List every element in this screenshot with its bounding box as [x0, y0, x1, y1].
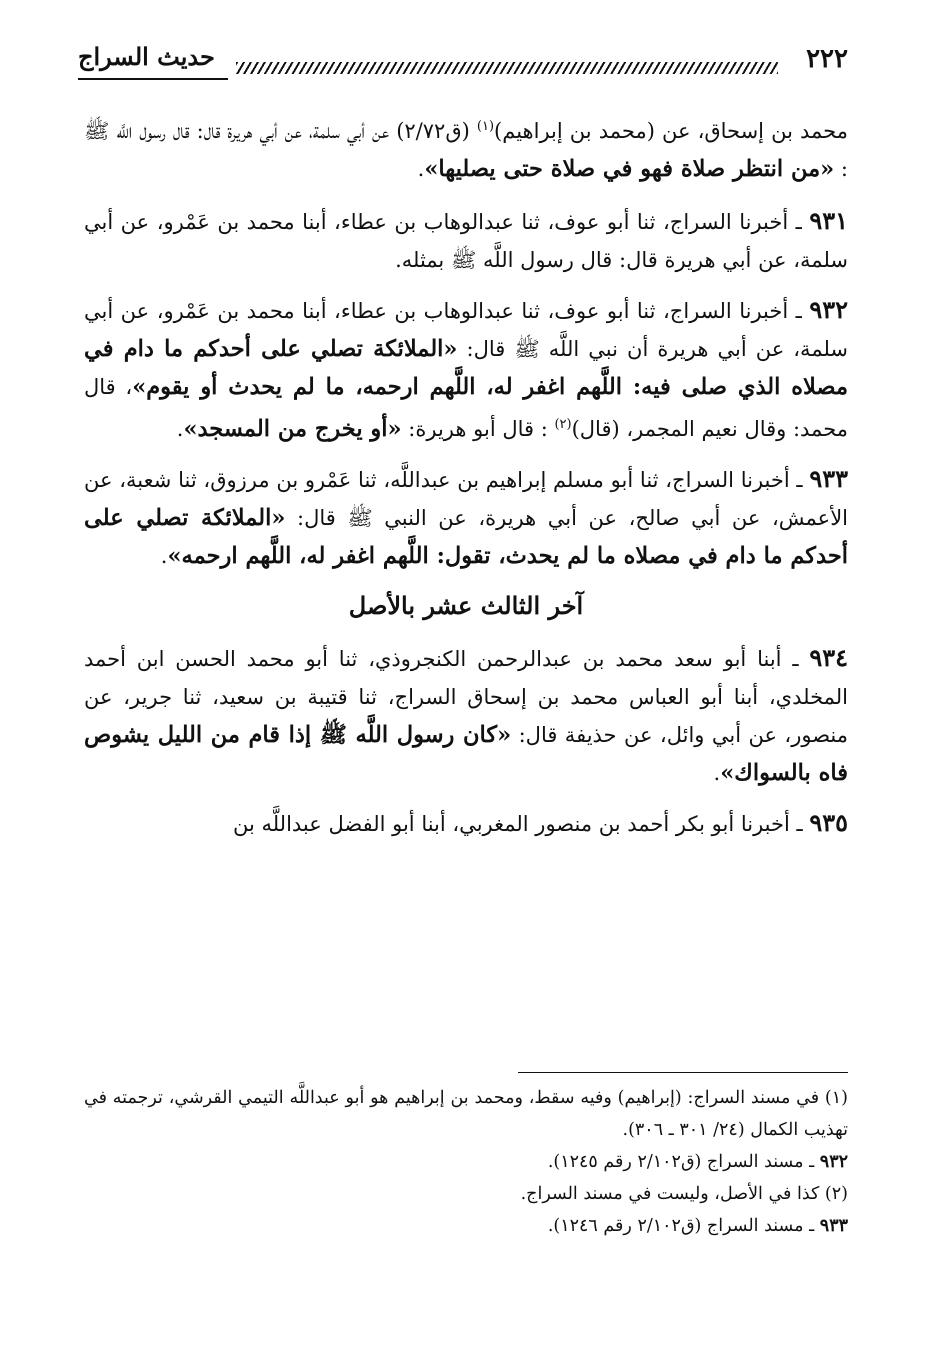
text: ـ أبنا أبو سعد محمد بن عبدالرحمن الكنجروذي، ثنا أبو محمد الحسن ابن أحمد المخلدي، أبنا أبو العباس محمد بن إسحاق السراج، ثنا قتيبة بن سعيد، ثنا جرير، عن منصور، عن أبي وائل، عن حذيفة قال: [84, 647, 848, 747]
hadith-quote: «من انتظر صلاة فهو في صلاة حتى يصليها» [424, 156, 835, 182]
text: : قال أبو هريرة: [401, 417, 555, 441]
hadith-932 [84, 291, 848, 448]
hadith-933 [84, 460, 848, 575]
book-title: حديث السراج [78, 42, 215, 71]
text: (ق٢/٧٢) عن أبي سلمة، عن أبي هريرة قال: قال رسول اللَّه ﷺ : [84, 119, 848, 181]
text: ، قال محمد: وقال نعيم المجمر، (قال) [84, 375, 848, 441]
text: . [176, 417, 184, 441]
hadith-quote: «الملائكة تصلي على أحدكم ما دام في مصلاه الذي صلى فيه: اللَّهم اغفر له، اللَّهم ارحمه، ما لم يحدث أو يقوم» [84, 336, 848, 400]
hadith-number: ٩٣١ [809, 206, 848, 235]
title-underline [78, 78, 228, 80]
text: ـ أخبرنا أبو بكر أحمد بن منصور المغربي، أبنا أبو الفضل عبداللَّه بن [232, 812, 810, 836]
header-ornament-line [236, 62, 778, 74]
footnote-ref-2[interactable]: (٢) [554, 417, 572, 432]
running-header [78, 40, 848, 86]
text: محمد بن إسحاق، عن (محمد بن إبراهيم) [494, 119, 848, 143]
text: ـ مسند السراج (ق٢/١٠٢ رقم ١٢٤٥). [547, 1152, 820, 1172]
text: ـ أخبرنا السراج، ثنا أبو عوف، ثنا عبدالوهاب بن عطاء، أبنا محمد بن عَمْرو، عن أبي سلمة، عن أبي هريرة قال: قال رسول اللَّه ﷺ بمثله. [84, 210, 848, 272]
hadith-934 [84, 639, 848, 792]
hadith-quote: «أو يخرج من المسجد» [183, 416, 402, 442]
hadith-quote: «كان رسول اللَّه ﷺ إذا قام من الليل يشوص فاه بالسواك» [84, 722, 848, 786]
footnote-number: ٩٣٣ [819, 1216, 848, 1236]
footnotes [84, 1082, 848, 1242]
hadith-number: ٩٣٤ [809, 643, 848, 672]
footnote-divider [518, 1072, 848, 1073]
section-title: آخر الثالث عشر بالأصل [348, 591, 584, 620]
footnote-1: (١) في مسند السراج: (إبراهيم) وفيه سقط، ومحمد بن إبراهيم هو أبو عبداللَّه التيمي القرشي، ترجمته في تهذيب الكمال (٢٤/ ٣٠١ ـ ٣٠٦). [84, 1088, 848, 1140]
footnote-2: (٢) كذا في الأصل، وليست في مسند السراج. [520, 1184, 848, 1204]
hadith-number: ٩٣٥ [809, 808, 848, 837]
text: ـ أخبرنا السراج، ثنا أبو مسلم إبراهيم بن عبداللَّه، ثنا عَمْرو بن مرزوق، ثنا شعبة، عن الأعمش، عن أبي صالح، عن أبي هريرة، عن النبي ﷺ قال: [84, 468, 849, 530]
page-body [84, 108, 848, 855]
hadith-number: ٩٣٢ [809, 295, 848, 324]
text: . [713, 761, 721, 785]
footnote-933 [84, 1210, 848, 1242]
hadith-935 [84, 804, 848, 843]
footnote-932 [84, 1146, 848, 1178]
text: ـ أخبرنا السراج، ثنا أبو عوف، ثنا عبدالوهاب بن عطاء، أبنا محمد بن عَمْرو، عن أبي سلمة، عن أبي هريرة أن نبي اللَّه ﷺ قال: [84, 299, 849, 361]
footnote-ref-1[interactable]: (١) [476, 119, 495, 134]
footnote-number: ٩٣٢ [819, 1152, 848, 1172]
text: . [160, 544, 168, 568]
hadith-number: ٩٣٣ [809, 464, 848, 493]
text: . [417, 157, 425, 181]
paragraph-continuation [84, 108, 848, 188]
text: ـ مسند السراج (ق٢/١٠٢ رقم ١٢٤٦). [547, 1216, 820, 1236]
page-number: ٢٢٢ [806, 44, 848, 74]
hadith-quote: «الملائكة تصلي على أحدكم ما دام في مصلاه ما لم يحدث، تقول: اللَّهم اغفر له، اللَّهم ارحمه» [84, 505, 848, 569]
hadith-931 [84, 202, 848, 279]
